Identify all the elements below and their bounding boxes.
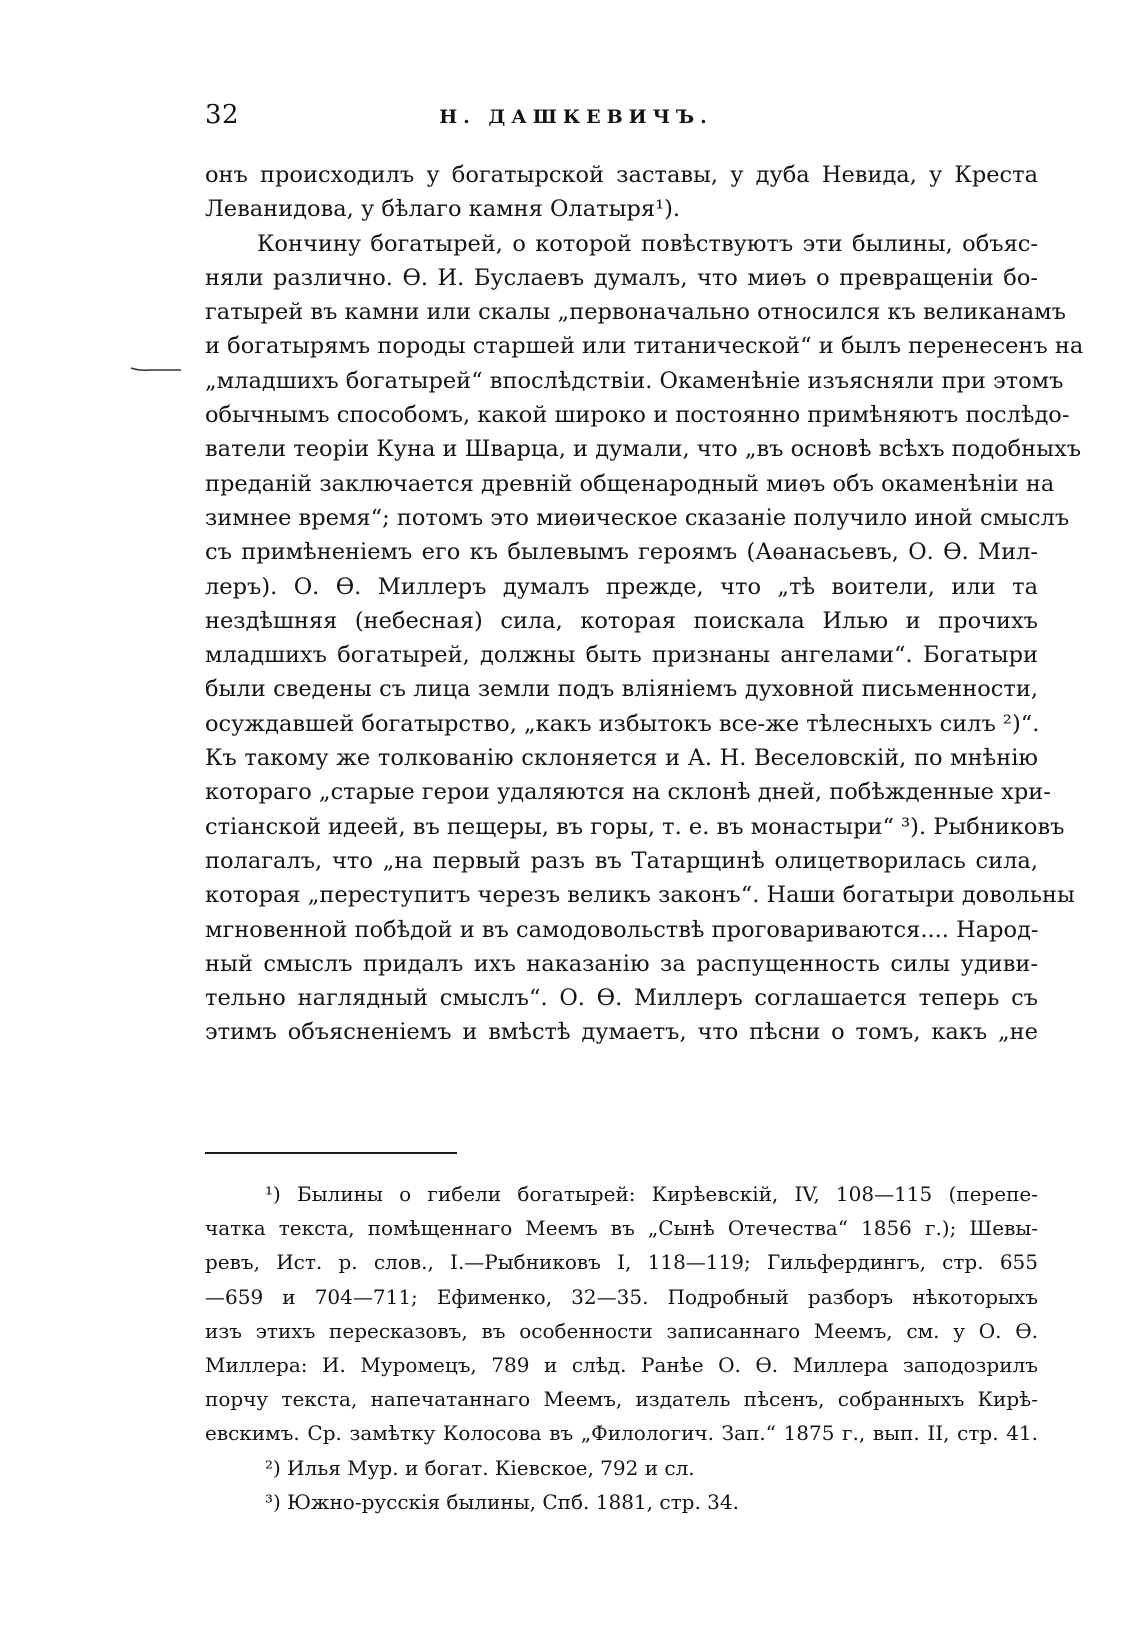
footnote-line: ¹) Былины о гибели богатырей: Кирѣевскій, IV, 108—115 (перепе- [265,1182,1038,1206]
footnote-line: порчу текста, напечатаннаго Меемъ, издатель пѣсенъ, собранныхъ Кирѣ- [205,1387,1038,1412]
text-line: тельно наглядный смыслъ“. О. Ѳ. Миллеръ соглашается теперь съ [205,985,1038,1012]
text-line: которая „переступитъ черезъ великъ законъ“. Наши богатыри довольны [205,882,1075,909]
text-line: ватели теоріи Куна и Шварца, и думали, что „въ основѣ всѣхъ подобныхъ [205,436,1082,463]
text-line: ный смыслъ придалъ ихъ наказанію за распущенность силы удиви- [205,950,1038,977]
text-line: и богатырямъ породы старшей или титанической“ и былъ перенесенъ на [205,333,1084,360]
footnote-separator [205,1152,457,1154]
text-line: полагалъ, что „на первый разъ въ Татарщинѣ олицетворилась сила, [205,847,1038,874]
footnote-line: ²) Илья Мур. и богат. Кіевское, 792 и сл. [265,1455,695,1480]
text-line: зимнее время“; потомъ это миѳическое сказаніе получило иной смыслъ [205,504,1070,531]
footnote-line: евскимъ. Ср. замѣтку Колосова въ „Филологич. Зап.“ 1875 г., вып. II, стр. 41. [205,1421,1038,1446]
footnote-line: Миллера: И. Муромецъ, 789 и слѣд. Ранѣе О. Ѳ. Миллера заподозрилъ [205,1352,1038,1377]
text-line: нездѣшняя (небесная) сила, которая поискала Илью и прочихъ [205,607,1038,634]
text-line: этимъ объясненіемъ и вмѣстѣ думаетъ, что пѣсни о томъ, какъ „не [205,1019,1038,1046]
footnote-line: ³) Южно-русскія былины, Спб. 1881, стр. 34. [265,1489,739,1514]
text-line: мгновенной побѣдой и въ самодовольствѣ проговариваются.... Народ- [205,916,1039,943]
footnote-line: чатка текста, помѣщеннаго Меемъ въ „Сынѣ Отечества“ 1856 г.); Шевы- [205,1216,1038,1241]
text-line: младшихъ богатырей, должны быть признаны ангелами“. Богатыри [205,642,1038,669]
footnote-line: —659 и 704—711; Ефименко, 32—35. Подробный разборъ нѣкоторыхъ [205,1284,1038,1309]
text-line: леръ). О. Ѳ. Миллеръ думалъ прежде, что „тѣ воители, или та [205,573,1038,600]
footnotes [205,1177,1038,1519]
text-line: котораго „старые герои удаляются на склонѣ дней, побѣжденные хри- [205,779,1051,806]
text-line: Кончину богатырей, о которой повѣствуютъ эти былины, объяс- [257,230,1038,257]
text-line: няли различно. Ѳ. И. Буслаевъ думалъ, что миѳъ о превращеніи бо- [205,264,1038,291]
text-line: осуждавшей богатырство, „какъ избытокъ все-же тѣлесныхъ силъ ²)“. [205,710,1040,737]
text-line: преданій заключается древній общенародный миѳъ объ окаменѣніи на [205,470,1055,497]
text-line: были сведены съ лица земли подъ вліяніемъ духовной письменности, [205,676,1038,703]
text-line: онъ происходилъ у богатырской заставы, у дуба Невида, у Креста [205,162,1038,188]
text-line: стіанской идеей, въ пещеры, въ горы, т. е. въ монастыри“ ³). Рыбниковъ [205,813,1065,840]
text-line: обычнымъ способомъ, какой широко и постоянно примѣняютъ послѣдо- [205,402,1070,429]
text-line: „младшихъ богатырей“ впослѣдствіи. Окаменѣніе изъясняли при этомъ [205,367,1064,394]
footnote-line: ревъ, Ист. р. слов., I.—Рыбниковъ I, 118—119; Гильфердингъ, стр. 655 [205,1250,1038,1275]
footnote-line: изъ этихъ пересказовъ, въ особенности записаннаго Меемъ, см. у О. Ѳ. [205,1318,1038,1343]
margin-pencil-mark [130,366,182,372]
running-title: Н. ДАШКЕВИЧЪ. [439,106,713,128]
page-number: 32 [205,100,240,130]
text-line: Леванидова, у бѣлаго камня Олатыря¹). [205,196,681,223]
text-line: гатырей въ камни или скалы „первоначально относился къ великанамъ [205,299,1066,326]
main-text [205,158,1084,1050]
text-line: съ примѣненіемъ его къ былевымъ героямъ (Аѳанасьевъ, О. Ѳ. Мил- [205,539,1038,566]
text-line: Къ такому же толкованію склоняется и А. Н. Веселовскій, по мнѣнію [205,745,1038,772]
